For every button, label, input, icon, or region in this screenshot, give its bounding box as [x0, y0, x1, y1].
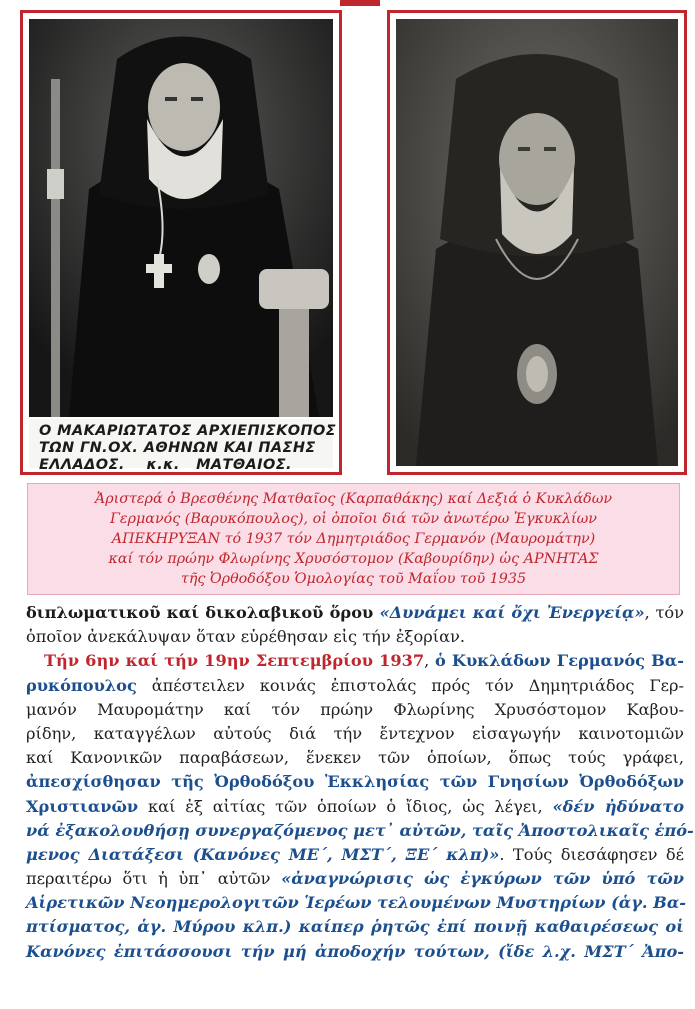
body-span: , — [424, 651, 435, 671]
body-line — [26, 649, 684, 673]
body-line — [26, 601, 684, 625]
body-span: μενος Διατάξεσι (Κανόνες ΜΕ΄, ΜΣΤ΄, ΞΕ΄ κλπ)» — [26, 844, 500, 864]
body-line: Αἱρετικῶν Νεοημερολογιτῶν Ἱερέων τελουμένων Μυστηρίων (ἁγ. Βα- — [26, 893, 687, 913]
body-line: πτίσματος, ἁγ. Μύρου κλπ.) καίπερ ῥητῶς ἐπί ποινῇ καθαιρέσεως οἱ — [26, 917, 684, 937]
caption-line: Γερμανός (Βαρυκόπουλος), οἱ ὁποῖοι διά τῶν ἀνωτέρω Ἐγκυκλίων — [110, 511, 597, 527]
body-line: Κανόνες ἐπιτάσσουσι τήν μή ἀποδοχήν τούτων, (ἴδε λ.χ. ΜΣΤ΄ Ἀπο- — [26, 941, 684, 961]
caption-line: ΑΠΕΚΗΡΥΞΑΝ τό 1937 τόν Δημητριάδος Γερμανόν (Μαυρομάτην) — [111, 531, 596, 547]
body-line: μανόν Μαυρομάτην καί τόν πρώην Φλωρίνης Χρυσόστομον Καβου- — [26, 699, 684, 719]
portrait-matthaios-icon — [29, 19, 333, 417]
body-span: ρυκόπουλος — [26, 675, 137, 695]
body-span: ὁ Κυκλάδων Γερμανός Βα- — [434, 651, 684, 671]
body-span: , τόν — [644, 603, 684, 622]
body-span: περαιτέρω ὅτι ἡ ὑπ᾽ αὐτῶν — [26, 869, 282, 889]
photo-caption — [27, 483, 680, 595]
body-line: ἀπεσχίσθησαν τῆς Ὀρθοδόξου Ἐκκλησίας τῶν Γνησίων Ὀρθοδόξων — [26, 772, 684, 792]
caption-line: καί τόν πρώην Φλωρίνης Χρυσόστομον (Καβουρίδην) ὡς ΑΡΝΗΤΑΣ — [108, 551, 599, 567]
body-span: «Δυνάμει καί ὄχι Ἐνεργείᾳ» — [379, 603, 645, 622]
photo-left-inscription — [29, 419, 337, 473]
body-span: διπλωματικοῦ καί δικολαβικοῦ ὅρου — [26, 603, 380, 622]
body-line: ὁποῖον ἀνεκάλυψαν ὅταν εὑρέθησαν εἰς τήν ἐξορίαν. — [26, 627, 465, 647]
body-span: καί ἐξ αἰτίας τῶν ὁποίων ὁ ἴδιος, ὡς λέγει, — [138, 796, 553, 816]
inscription-line: ΤΩΝ ΓΝ.ΟΧ. ΑΘΗΝΩΝ ΚΑΙ ΠΑΣΗΣ — [39, 440, 316, 456]
photo-left-frame — [20, 10, 342, 475]
body-span: «δέν ἠδύνατο — [552, 796, 684, 816]
body-line — [26, 867, 684, 891]
top-accent-bar — [340, 0, 380, 6]
body-span: Χριστιανῶν — [26, 796, 139, 816]
body-line — [26, 795, 684, 819]
body-span: . Τούς διεσάφησεν δέ — [499, 844, 685, 864]
photo-right-frame — [387, 10, 687, 475]
inscription-line: Ο ΜΑΚΑΡΙΩΤΑΤΟΣ ΑΡΧΙΕΠΙΣΚΟΠΟΣ — [39, 423, 337, 439]
body-line: καί Κανονικῶν παραβάσεων, ἕνεκεν τῶν ὁποίων, ὅπως τούς γράφει, — [26, 748, 684, 768]
body-line: νά ἐξακολουθήσῃ συνεργαζόμενος μετ᾽ αὐτῶν, ταῖς Ἀποστολικαῖς ἑπό- — [26, 820, 694, 840]
photo-right-image — [396, 19, 678, 466]
caption-line: τῆς Ὀρθοδόξου Ὁμολογίας τοῦ Μαΐου τοῦ 1935 — [180, 571, 527, 587]
photo-left-image — [29, 19, 333, 417]
body-line — [26, 843, 684, 867]
body-span: ἀπέστειλεν κοινάς ἐπιστολάς πρός τόν Δημητριάδος Γερ- — [136, 675, 684, 695]
body-line — [26, 674, 684, 698]
portrait-germanos-icon — [396, 19, 678, 466]
body-line: ρίδην, καταγγέλων αὐτούς διά τήν ἔντεχνον εἰσαγωγήν καινοτομιῶν — [26, 723, 684, 743]
body-span: Τήν 6ην καί τήν 19ην Σεπτεμβρίου 1937 — [44, 651, 425, 671]
inscription-line: ΕΛΛΑΔΟΣ. κ.κ. ΜΑΤΘΑΙΟΣ. — [39, 457, 292, 473]
caption-line: Ἀριστερά ὁ Βρεσθένης Ματθαῖος (Καρπαθάκης) καί Δεξιά ὁ Κυκλάδων — [94, 491, 613, 507]
article-body — [26, 601, 694, 964]
body-span: «ἀναγνώρισις ὡς ἐγκύρων τῶν ὑπό τῶν — [281, 869, 684, 889]
